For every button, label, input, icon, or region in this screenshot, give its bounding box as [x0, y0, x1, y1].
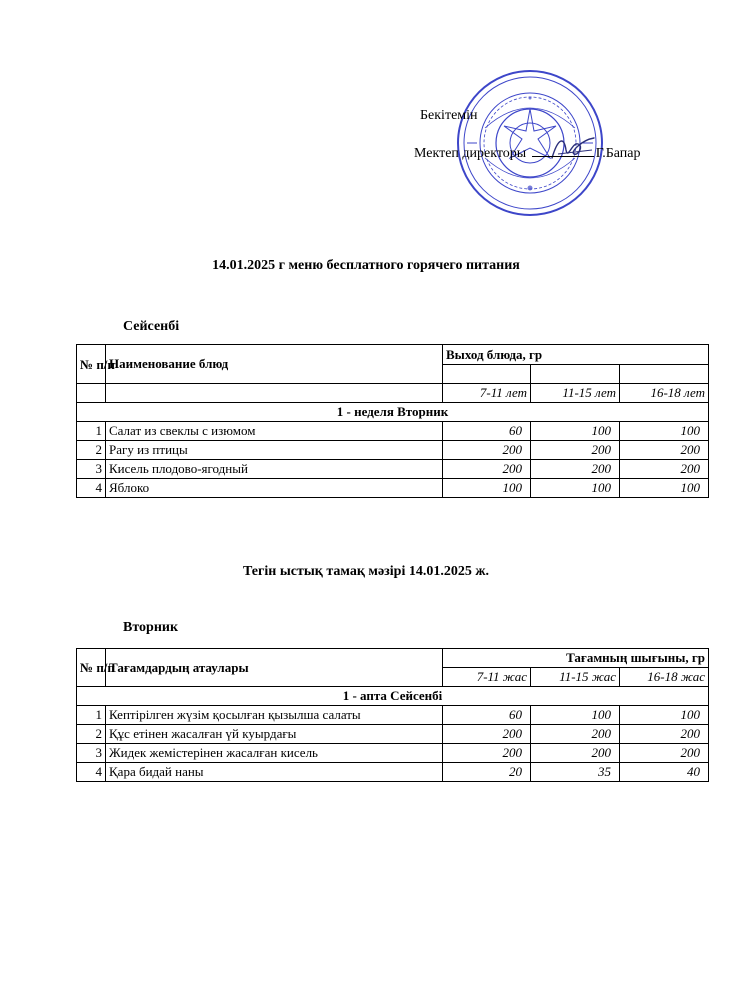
kz-day: Вторник	[123, 620, 179, 635]
row-num: 4	[77, 763, 106, 782]
row-value-2: 100	[531, 422, 620, 441]
row-name: Яблоко	[106, 479, 443, 498]
table-row	[77, 725, 709, 744]
row-value-3: 100	[620, 706, 709, 725]
approval-director-line	[414, 144, 641, 162]
age-col-1: 7-11 лет	[443, 384, 531, 403]
table-header-row	[77, 649, 709, 668]
week-label: 1 - апта Сейсенбі	[77, 687, 709, 706]
row-value-1: 200	[443, 744, 531, 763]
table-row	[77, 460, 709, 479]
row-value-1: 20	[443, 763, 531, 782]
signature-line	[532, 144, 594, 157]
row-value-2: 100	[531, 706, 620, 725]
row-value-3: 200	[620, 725, 709, 744]
row-value-3: 200	[620, 460, 709, 479]
header-output: Тағамның шығыны, гр	[443, 649, 709, 668]
table-age-row	[77, 384, 709, 403]
header-num: № п/п	[77, 345, 106, 384]
row-num: 3	[77, 460, 106, 479]
header-spacer	[531, 365, 620, 384]
row-value-1: 60	[443, 422, 531, 441]
table-row	[77, 744, 709, 763]
row-value-3: 100	[620, 422, 709, 441]
row-value-2: 200	[531, 725, 620, 744]
ru-menu-table	[76, 344, 709, 498]
header-output: Выход блюда, гр	[443, 345, 709, 365]
row-value-3: 200	[620, 744, 709, 763]
row-value-3: 40	[620, 763, 709, 782]
header-spacer	[620, 365, 709, 384]
row-name: Кисель плодово-ягодный	[106, 460, 443, 479]
row-value-1: 60	[443, 706, 531, 725]
row-name: Кептірілген жүзім қосылған қызылша салаты	[106, 706, 443, 725]
row-num: 2	[77, 725, 106, 744]
table-row	[77, 763, 709, 782]
table-row	[77, 479, 709, 498]
header-name: Тағамдардың атаулары	[106, 649, 443, 687]
age-col-2: 11-15 жас	[531, 668, 620, 687]
age-empty-cell	[106, 384, 443, 403]
kz-menu-table	[76, 648, 709, 782]
age-col-2: 11-15 лет	[531, 384, 620, 403]
row-name: Қара бидай наны	[106, 763, 443, 782]
row-value-1: 200	[443, 725, 531, 744]
table-row	[77, 422, 709, 441]
header-spacer	[443, 365, 531, 384]
ru-title: 14.01.2025 г меню бесплатного горячего питания	[212, 258, 520, 273]
director-role: Мектеп директоры	[414, 146, 527, 161]
row-value-2: 35	[531, 763, 620, 782]
header-num: № п/п	[77, 649, 106, 687]
week-label: 1 - неделя Вторник	[77, 403, 709, 422]
row-value-3: 200	[620, 441, 709, 460]
row-num: 3	[77, 744, 106, 763]
row-name: Құс етінен жасалған үй куырдағы	[106, 725, 443, 744]
row-num: 2	[77, 441, 106, 460]
row-value-2: 200	[531, 744, 620, 763]
age-col-3: 16-18 жас	[620, 668, 709, 687]
ru-day: Сейсенбі	[123, 319, 180, 334]
row-value-1: 100	[443, 479, 531, 498]
director-name: Г.Бапар	[595, 146, 641, 161]
row-value-1: 200	[443, 460, 531, 479]
approval-label: Бекітемін	[420, 108, 478, 123]
row-value-2: 100	[531, 479, 620, 498]
row-num: 4	[77, 479, 106, 498]
row-value-1: 200	[443, 441, 531, 460]
age-empty-cell	[77, 384, 106, 403]
header-name: Наименование блюд	[106, 345, 443, 384]
table-row	[77, 706, 709, 725]
row-num: 1	[77, 422, 106, 441]
row-value-3: 100	[620, 479, 709, 498]
row-name: Рагу из птицы	[106, 441, 443, 460]
kz-title: Тегін ыстық тамақ мәзірі 14.01.2025 ж.	[243, 564, 489, 579]
row-num: 1	[77, 706, 106, 725]
row-value-2: 200	[531, 460, 620, 479]
age-col-1: 7-11 жас	[443, 668, 531, 687]
row-name: Жидек жемістерінен жасалған кисель	[106, 744, 443, 763]
row-value-2: 200	[531, 441, 620, 460]
age-col-3: 16-18 лет	[620, 384, 709, 403]
row-name: Салат из свеклы с изюмом	[106, 422, 443, 441]
table-header-row	[77, 345, 709, 365]
week-row	[77, 403, 709, 422]
week-row	[77, 687, 709, 706]
table-row	[77, 441, 709, 460]
